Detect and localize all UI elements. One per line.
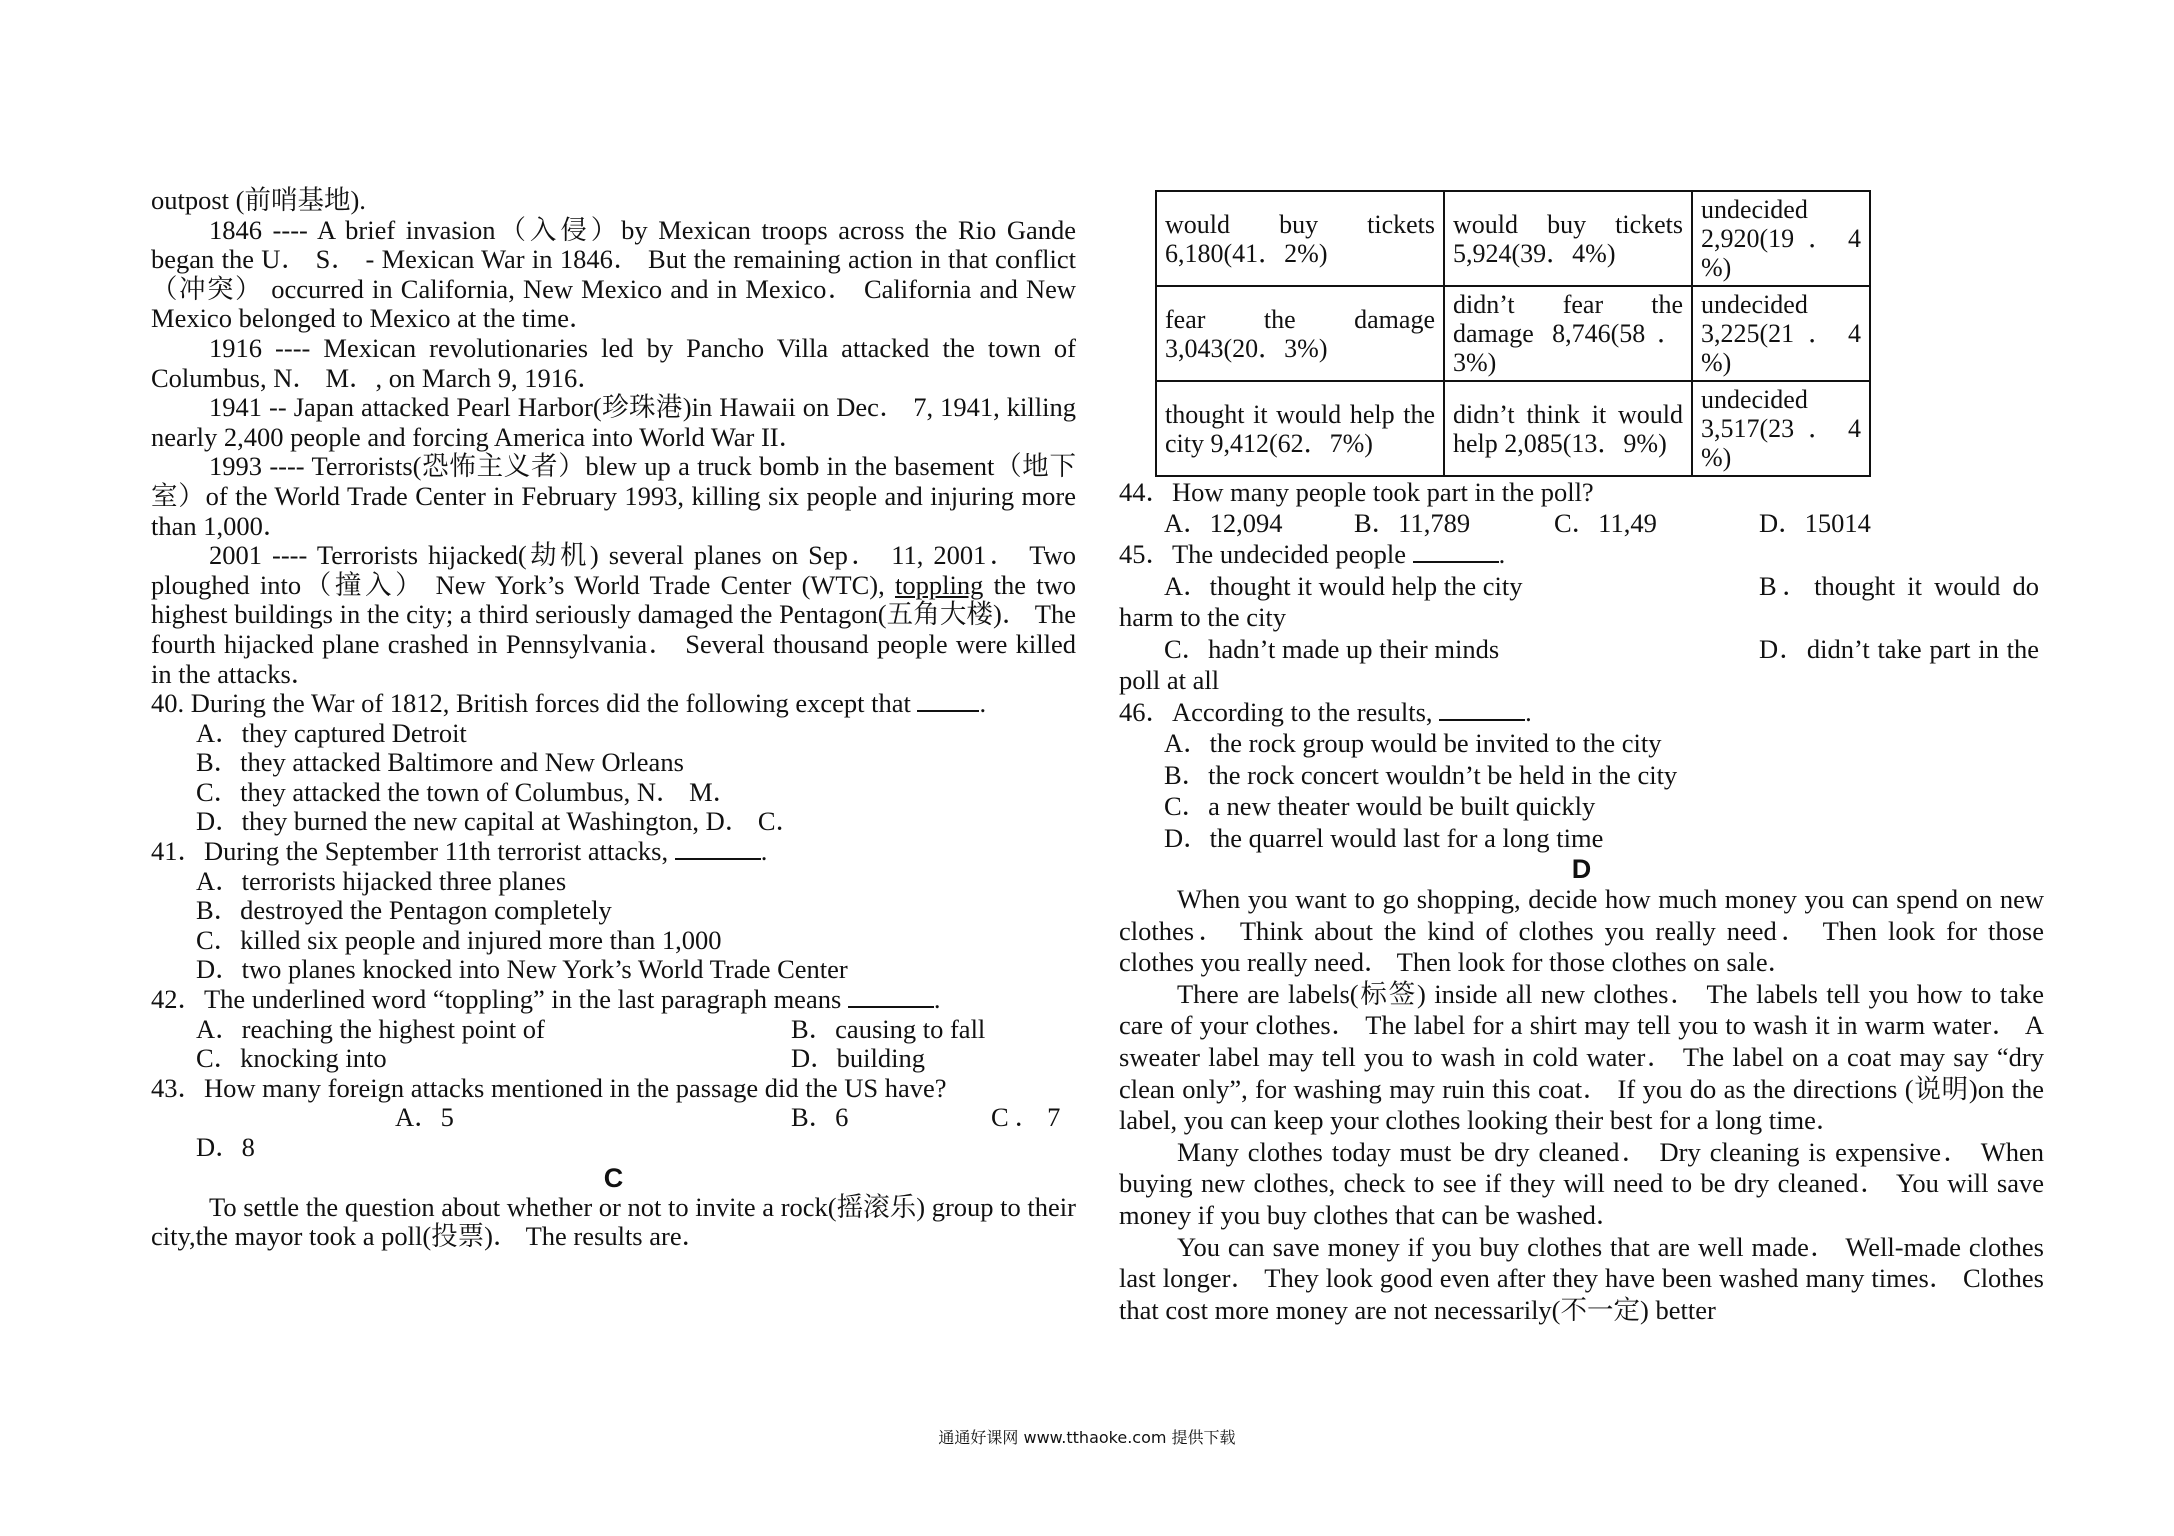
option-a: A．12,094 xyxy=(1164,508,1283,538)
poll-results-table xyxy=(1155,190,1871,477)
table-cell: undecided 2,920(19．4 %) xyxy=(1692,191,1870,286)
passage-paragraph: When you want to go shopping, decide how much money you can spend on new clothes． Think about the kind of clothes you really need． Then look for those clothes you really need． Then look for those clothes on sale． xyxy=(1119,884,2044,978)
option-c: C．a new theater would be built quickly xyxy=(1164,791,1596,821)
table-cell: didn’t fear the damage 8,746(58．3%) xyxy=(1444,286,1692,381)
question-41 xyxy=(151,837,1076,985)
option-a: A．terrorists hijacked three planes xyxy=(196,865,567,896)
table-cell: would buy tickets 6,180(41．2%) xyxy=(1156,191,1444,286)
stem-text: 46．According to the results, xyxy=(1119,696,1433,727)
option-d: D．the quarrel would last for a long time xyxy=(1164,822,1604,853)
option-a: A．they captured Detroit xyxy=(196,717,467,748)
question-46 xyxy=(1119,697,2044,855)
table-row xyxy=(1156,381,1870,476)
passage-paragraph-1916: 1916 ---- Mexican revolutionaries led by Pancho Villa attacked the town of Columbus, N． M．, on March 9, 1916． xyxy=(151,332,1076,393)
passage-paragraph-1993: 1993 ---- Terrorists(恐怖主义者）blew up a truck bomb in the basement（地下室）of the World Trade Center in February 1993, killing six people and injuring more than 1,000． xyxy=(151,451,1076,541)
passage-paragraph-2001 xyxy=(151,541,1076,689)
paragraph-text: the two highest buildings in the city; a third seriously damaged the Pentagon(五角大楼)． The fourth hijacked plane crashed in Pennsylvania． Several thousand people were killed in the attacks． xyxy=(151,569,1077,689)
table-row xyxy=(1156,191,1870,286)
option-c: C．11,49 xyxy=(1554,508,1657,538)
option-row xyxy=(1119,571,2044,634)
option-d: D．two planes knocked into New York’s World Trade Center xyxy=(196,954,848,985)
option-d: D．they burned the new capital at Washington, D． C． xyxy=(196,806,803,837)
passage-paragraph-1846: 1846 ---- A brief invasion（入侵）by Mexican troops across the Rio Gande began the U． S． - Mexican War in 1846． But the remaining action in that conflict（冲突） occurred in California, New Mexico and in Mexico． California and New Mexico belonged to Mexico at the time． xyxy=(151,214,1076,334)
option-d: D．building xyxy=(791,1043,925,1074)
passage-paragraph: You can save money if you buy clothes that are well made． Well-made clothes last longer． They look good even after they have been washed many times． Clothes that cost more money are not necessarily(不一定) better xyxy=(1119,1231,2044,1325)
question-stem: 44．How many people took part in the poll? xyxy=(1119,477,1594,507)
passage-paragraph: Many clothes today must be dry cleaned． Dry cleaning is expensive． When buying new clothes, check to see if they will need to be dry cleaned． You will save money if you buy clothes that can be washed． xyxy=(1119,1136,2044,1230)
stem-text: 45．The undecided people xyxy=(1119,539,1406,569)
option-b: B．6 xyxy=(791,1102,849,1133)
option-c: C．they attacked the town of Columbus, N． M． xyxy=(196,776,740,807)
underlined-word: toppling xyxy=(895,569,984,600)
option-c: C．hadn’t made up their minds xyxy=(1164,633,1500,664)
section-d-passage xyxy=(1119,884,2044,1326)
footer-source: 通通好课网 www.tthaoke.com 提供下载 xyxy=(938,1428,1236,1447)
table-cell: thought it would help the city 9,412(62．7%) xyxy=(1156,381,1444,476)
option-row xyxy=(151,1044,1076,1074)
option-b: B．destroyed the Pentagon completely xyxy=(196,895,612,926)
answer-blank xyxy=(848,986,934,1008)
stem-end: . xyxy=(760,836,768,867)
section-c-intro: To settle the question about whether or not to invite a rock(摇滚乐) group to their city,the mayor took a poll(投票)． The results are． xyxy=(151,1191,1076,1252)
stem-text: 41．During the September 11th terrorist attacks, xyxy=(151,836,669,867)
question-stem xyxy=(151,985,1076,1015)
section-heading-c: C xyxy=(603,1162,624,1193)
question-stem: 43．How many foreign attacks mentioned in the passage did the US have? xyxy=(151,1072,947,1103)
option-b: B．the rock concert wouldn’t be held in the city xyxy=(1164,759,1678,790)
option-row xyxy=(151,1103,1076,1133)
stem-end: . xyxy=(979,688,987,719)
option-b: B．thought it would do harm to the city xyxy=(1119,570,2039,632)
passage-paragraph: There are labels(标签) inside all new clothes． The labels tell you how to take care of your clothes． The label for a shirt may tell you to wash it in warm water． A sweater label may tell you to wash in cold water． The label on a coat may say “dry clean only”, for washing may ruin this coat． If you do as the directions (说明)on the label, you can keep your clothes looking their best for a long time． xyxy=(1119,978,2044,1136)
option-row xyxy=(151,1015,1076,1045)
question-42 xyxy=(151,985,1076,1074)
answer-blank xyxy=(917,690,979,712)
option-a: A．thought it would help the city xyxy=(1164,570,1523,601)
option-b: B．11,789 xyxy=(1354,508,1471,538)
paragraph-text: 2001 ---- Terrorists hijacked(劫机) several planes on Sep． 11, 2001． Two ploughed into（撞入） New York’s World Trade Center (WTC), xyxy=(151,540,1076,600)
option-a: A．reaching the highest point of xyxy=(196,1013,545,1044)
option-b: B．causing to fall xyxy=(791,1013,986,1044)
question-44 xyxy=(1119,477,2044,539)
table-cell: undecided 3,517(23．4 %) xyxy=(1692,381,1870,476)
question-43 xyxy=(151,1074,1076,1163)
option-c: C．7 xyxy=(991,1102,1067,1133)
right-column xyxy=(1119,190,2044,1326)
option-d: D．didn’t take part in the poll at all xyxy=(1119,633,2039,695)
question-stem xyxy=(1119,697,2044,729)
option-a: A．5 xyxy=(395,1102,454,1133)
option-c: C．knocking into xyxy=(196,1043,387,1074)
stem-end: . xyxy=(1525,696,1532,727)
stem-end: . xyxy=(1498,539,1506,569)
stem-text: 40. During the War of 1812, British forces did the following except that xyxy=(151,688,911,719)
passage-paragraph: outpost (前哨基地). xyxy=(151,185,366,215)
question-45 xyxy=(1119,539,2044,697)
answer-blank xyxy=(675,838,761,860)
question-stem xyxy=(151,837,1076,867)
answer-blank xyxy=(1439,699,1525,721)
stem-end: . xyxy=(933,984,941,1015)
table-cell: would buy tickets 5,924(39．4%) xyxy=(1444,191,1692,286)
answer-blank xyxy=(1413,541,1499,563)
option-c: C．killed six people and injured more than 1,000 xyxy=(196,924,722,955)
option-d: D．8 xyxy=(196,1132,255,1162)
passage-paragraph-1941: 1941 -- Japan attacked Pearl Harbor(珍珠港)in Hawaii on Dec． 7, 1941, killing nearly 2,400 people and forcing America into World War II． xyxy=(151,392,1076,452)
table-cell: fear the damage 3,043(20．3%) xyxy=(1156,286,1444,381)
option-row xyxy=(1119,634,2044,697)
section-heading-d: D xyxy=(1571,854,1592,884)
option-a: A．the rock group would be invited to the city xyxy=(1164,728,1662,758)
option-d: D．15014 xyxy=(1759,508,1871,538)
option-row xyxy=(1119,508,2044,539)
table-row xyxy=(1156,286,1870,381)
table-cell: undecided 3,225(21．4 %) xyxy=(1692,286,1870,381)
option-b: B．they attacked Baltimore and New Orleans xyxy=(196,747,684,778)
question-40 xyxy=(151,689,1076,837)
stem-text: 42．The underlined word “toppling” in the last paragraph means xyxy=(151,984,842,1015)
left-column xyxy=(151,186,1076,1252)
question-stem xyxy=(151,689,1076,719)
table-cell: didn’t think it would help 2,085(13．9%) xyxy=(1444,381,1692,476)
question-stem xyxy=(1119,539,2044,571)
